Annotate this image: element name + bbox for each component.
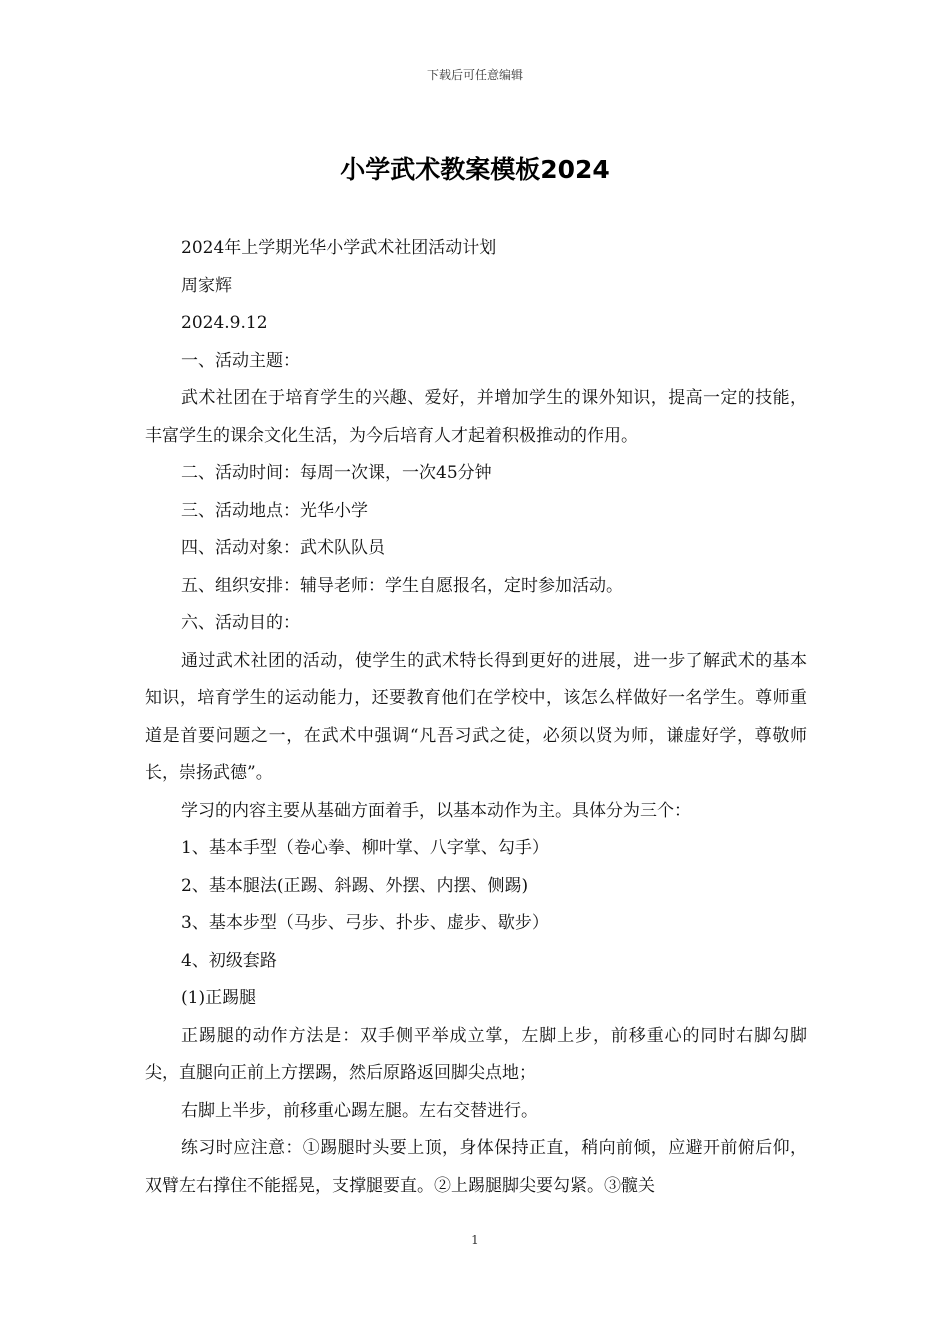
paragraph: 正踢腿的动作方法是：双手侧平举成立掌，左脚上步，前移重心的同时右脚勾脚尖，直腿向正前上方摆踢，然后原路返回脚尖点地； <box>145 1025 807 1083</box>
paragraph: 周家辉 <box>181 275 232 296</box>
paragraph: 3、基本步型（马步、弓步、扑步、虚步、歇步） <box>181 913 549 933</box>
paragraph: 一、活动主题： <box>181 350 300 371</box>
paragraph: 4、初级套路 <box>181 950 277 971</box>
paragraph: 1、基本手型（卷心拳、柳叶掌、八字掌、勾手） <box>181 838 549 858</box>
paragraph: 2024年上学期光华小学武术社团活动计划 <box>181 238 497 258</box>
paragraph: 练习时应注意：①踢腿时头要上顶，身体保持正直，稍向前倾，应避开前俯后仰，双臂左右撑住不能摇晃，支撑腿要直。②上踢腿脚尖要勾紧。③髋关 <box>145 1138 807 1196</box>
paragraph: 右脚上半步，前移重心踢左腿。左右交替进行。 <box>181 1100 538 1121</box>
page-header: 下载后可任意编辑 <box>426 68 523 82</box>
paragraph: 六、活动目的： <box>181 613 300 633</box>
paragraph: 2、基本腿法(正踢、斜踢、外摆、内摆、侧踢) <box>181 875 529 896</box>
paragraph: 学习的内容主要从基础方面着手，以基本动作为主。具体分为三个： <box>181 800 691 821</box>
page-number: 1 <box>471 1233 479 1247</box>
document-body <box>145 230 807 1205</box>
paragraph: 2024.9.12 <box>181 313 268 333</box>
paragraph: 武术社团在于培育学生的兴趣、爱好，并增加学生的课外知识，提高一定的技能，丰富学生的课余文化生活，为今后培育人才起着积极推动的作用。 <box>145 388 807 446</box>
paragraph: 五、组织安排：辅导老师：学生自愿报名，定时参加活动。 <box>181 575 623 596</box>
paragraph: 通过武术社团的活动，使学生的武术特长得到更好的进展，进一步了解武术的基本知识，培育学生的运动能力，还要教育他们在学校中，该怎么样做好一名学生。尊师重道是首要问题之一，在武术中强调“凡吾习武之徒，必须以贤为师，谦虚好学，尊敬师长，崇扬武德”。 <box>145 650 807 783</box>
paragraph: (1)正踢腿 <box>181 988 257 1008</box>
paragraph: 四、活动对象：武术队队员 <box>181 538 385 558</box>
paragraph: 三、活动地点：光华小学 <box>181 500 368 521</box>
document-title: 小学武术教案模板2024 <box>340 155 610 184</box>
paragraph: 二、活动时间：每周一次课，一次45分钟 <box>181 463 492 483</box>
